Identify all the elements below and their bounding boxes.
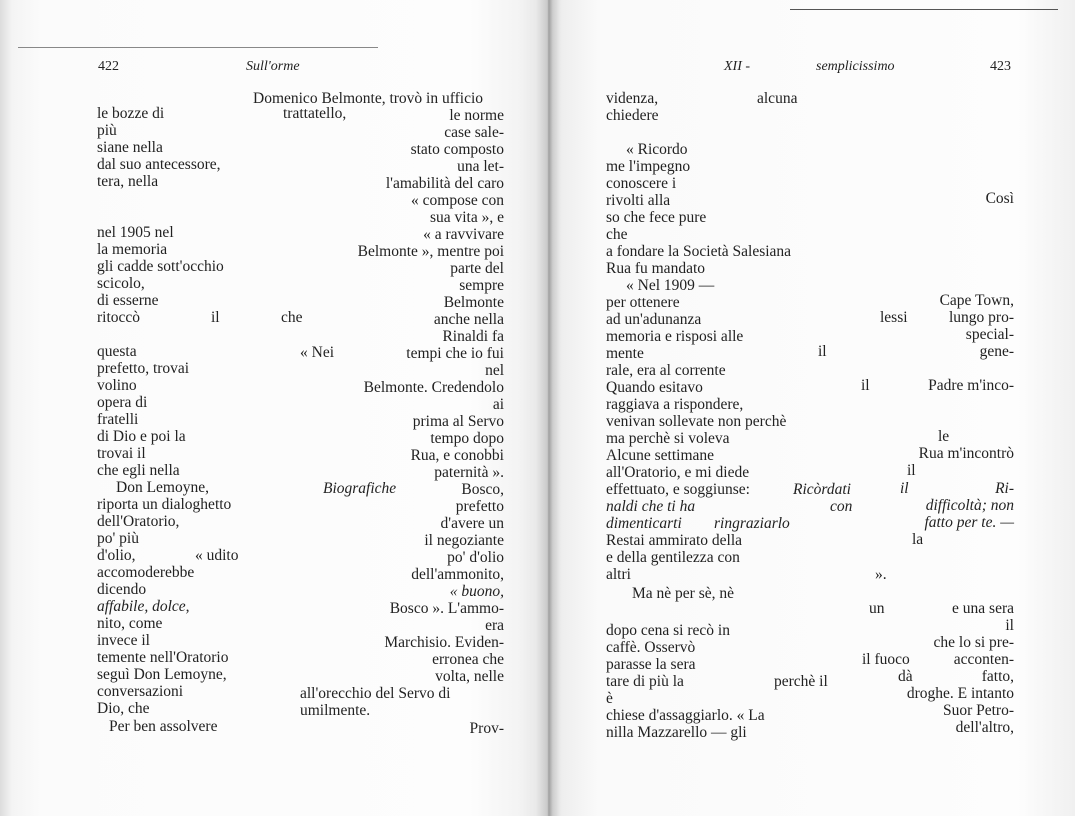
text-line: che xyxy=(281,309,303,326)
text-line: il xyxy=(211,309,220,326)
text-line: case sale- xyxy=(444,124,504,141)
text-line: che xyxy=(606,226,628,243)
text-line: fatto, xyxy=(981,668,1014,685)
text-line: nel xyxy=(485,362,504,379)
text-line: riporta un dialoghetto xyxy=(97,496,232,513)
text-line: le xyxy=(938,428,950,445)
text-line: a fondare la Società Salesiana xyxy=(606,243,792,260)
text-line: perchè il xyxy=(774,673,828,690)
text-line: « udito xyxy=(195,547,239,564)
text-line: accomoderebbe xyxy=(97,564,195,581)
text-line: scicolo, xyxy=(97,275,145,292)
text-line: all'orecchio del Servo di xyxy=(300,685,451,702)
text-line: opera di xyxy=(97,394,148,411)
text-line: fatto per te. — xyxy=(924,514,1014,531)
text-line: dal suo antecessore, xyxy=(97,156,221,173)
text-line: Belmonte », mentre poi xyxy=(357,243,504,260)
text-line: acconten- xyxy=(953,651,1014,668)
text-line: gli cadde sott'occhio xyxy=(97,258,224,275)
text-line: il xyxy=(900,480,909,497)
text-line: Quando esitavo xyxy=(606,379,703,396)
text-line: affabile, dolce, xyxy=(97,598,190,615)
text-line: è xyxy=(606,690,613,707)
text-line: parte del xyxy=(450,260,504,277)
text-line: questa xyxy=(97,343,137,360)
text-line: nito, come xyxy=(97,615,163,632)
text-line: lungo pro- xyxy=(948,309,1014,326)
text-line: prima al Servo xyxy=(412,413,504,430)
text-line: difficoltà; non xyxy=(925,497,1014,514)
text-line: e una sera xyxy=(952,600,1014,617)
text-line: po' più xyxy=(97,530,139,547)
text-line: parasse la sera xyxy=(606,656,696,673)
text-line: Per ben assolvere xyxy=(109,718,218,735)
text-line: ai xyxy=(492,396,504,413)
text-line: sempre xyxy=(459,277,504,294)
text-line: ad un'adunanza xyxy=(606,311,702,328)
text-line: Rinaldi fa xyxy=(442,328,504,345)
text-line: « Ricordo xyxy=(626,141,688,158)
text-line: conversazioni xyxy=(97,683,184,700)
text-line: Dio, che xyxy=(97,700,150,717)
text-line: Ma nè per sè, nè xyxy=(632,585,734,602)
text-line: di esserne xyxy=(97,292,159,309)
text-line: il xyxy=(818,343,827,360)
text-line: Don Lemoyne, xyxy=(116,479,209,496)
text-line: ma perchè si voleva xyxy=(606,430,730,447)
text-line: Belmonte. Credendolo xyxy=(363,379,504,396)
text-line: tare di più la xyxy=(606,673,684,690)
text-line: Ri- xyxy=(995,480,1014,497)
text-line: tempo dopo xyxy=(430,430,504,447)
text-line: prefetto, trovai xyxy=(97,360,190,377)
text-line: Bosco, xyxy=(461,481,504,498)
text-line: me l'impegno xyxy=(606,158,691,175)
text-line: gene- xyxy=(979,343,1014,360)
text-line: di Dio e poi la xyxy=(97,428,186,445)
text-line: il xyxy=(861,377,870,394)
text-line: nel 1905 nel xyxy=(97,224,174,241)
text-line: più xyxy=(97,122,117,139)
text-line: umilmente. xyxy=(300,702,371,719)
text-line: ». xyxy=(875,566,887,583)
text-line: « Nel 1909 — xyxy=(626,277,715,294)
text-line: all'Oratorio, e mi diede xyxy=(606,464,750,481)
text-line: il fuoco xyxy=(862,651,910,668)
text-line: Padre m'inco- xyxy=(928,377,1014,394)
text-line: Rua m'incontrò xyxy=(918,445,1014,462)
text-line: la memoria xyxy=(97,241,168,258)
text-line: Ricòrdati xyxy=(793,481,851,498)
book-gutter xyxy=(536,0,560,816)
text-line: una let- xyxy=(457,158,504,175)
text-line: Prov- xyxy=(469,720,504,737)
text-line: prefetto xyxy=(455,498,504,515)
page-number-left: 422 xyxy=(98,59,119,74)
text-line: « a ravvivare xyxy=(423,226,504,243)
text-line: « buono, xyxy=(449,583,504,600)
text-line: volino xyxy=(97,377,137,394)
text-line: Marchisio. Eviden- xyxy=(384,634,504,651)
text-line: « compose con xyxy=(411,192,504,209)
text-line: dà xyxy=(898,668,913,685)
text-line: con xyxy=(830,498,853,515)
text-line: sua vita », e xyxy=(429,209,504,226)
running-head-left: Sull'orme xyxy=(246,59,300,74)
text-line: anche nella xyxy=(433,311,504,328)
text-line: Belmonte xyxy=(443,294,504,311)
text-line: che lo si pre- xyxy=(933,634,1014,651)
text-line: « Nei xyxy=(300,344,335,361)
text-line: naldi che ti ha xyxy=(606,498,696,515)
page-edge-line-right xyxy=(790,9,1058,10)
text-line: le norme xyxy=(449,107,504,124)
text-line: effettuato, e soggiunse: xyxy=(606,481,750,498)
text-line: rale, era al corrente xyxy=(606,362,726,379)
page-number-right: 423 xyxy=(990,59,1011,74)
text-line: Suor Petro- xyxy=(942,702,1014,719)
text-line: ringraziarlo xyxy=(714,515,790,532)
text-line: d'olio, xyxy=(97,547,136,564)
text-line: il xyxy=(907,462,916,479)
text-line: Rua fu mandato xyxy=(606,260,706,277)
text-line: Cape Town, xyxy=(939,292,1014,309)
text-line: erronea che xyxy=(432,651,504,668)
text-line: dopo cena si recò in xyxy=(606,622,730,639)
text-line: Domenico Belmonte, trovò in ufficio xyxy=(253,90,484,107)
text-line: memoria e risposi alle xyxy=(606,328,744,345)
running-head-title: semplicissimo xyxy=(816,59,895,74)
text-line: Così xyxy=(985,190,1014,207)
text-line: po' d'olio xyxy=(447,549,504,566)
text-line: stato composto xyxy=(410,141,504,158)
text-line: chiese d'assaggiarlo. « La xyxy=(606,707,765,724)
text-line: l'amabilità del caro xyxy=(385,175,504,192)
text-line: un xyxy=(869,600,885,617)
text-line: invece il xyxy=(97,632,150,649)
text-line: videnza, xyxy=(606,90,659,107)
text-line: rivolti alla xyxy=(606,192,671,209)
text-line: per ottenere xyxy=(606,294,680,311)
text-line: dell'altro, xyxy=(955,719,1014,736)
text-line: trattatello, xyxy=(283,105,347,122)
text-line: conoscere i xyxy=(606,175,677,192)
text-line: tera, nella xyxy=(97,173,159,190)
text-line: paternità ». xyxy=(434,464,504,481)
text-line: nilla Mazzarello — gli xyxy=(606,724,747,741)
text-line: ritoccò xyxy=(97,309,141,326)
text-line: special- xyxy=(965,326,1014,343)
text-line: raggiava a rispondere, xyxy=(606,396,744,413)
text-line: temente nell'Oratorio xyxy=(97,649,229,666)
page-edge-line-left xyxy=(18,47,378,48)
text-line: chiedere xyxy=(606,107,659,124)
text-line: Alcune settimane xyxy=(606,447,715,464)
text-line: Restai ammirato della xyxy=(606,532,743,549)
text-line: mente xyxy=(606,345,644,362)
text-line: seguì Don Lemoyne, xyxy=(97,666,227,683)
text-line: altri xyxy=(606,566,631,583)
text-line: la xyxy=(912,531,924,548)
text-line: dicendo xyxy=(97,581,147,598)
text-line: e della gentilezza con xyxy=(606,549,740,566)
text-line: caffè. Osservò xyxy=(606,639,696,656)
text-line: fratelli xyxy=(97,411,139,428)
text-line: lessi xyxy=(880,309,908,326)
text-line: tempi che io fui xyxy=(406,345,504,362)
text-line: Rua, e conobbi xyxy=(410,447,504,464)
text-line: trovai il xyxy=(97,445,146,462)
text-line: dell'ammonito, xyxy=(411,566,504,583)
running-head-chapter: XII - xyxy=(724,59,751,74)
text-line: Bosco ». L'ammo- xyxy=(389,600,504,617)
text-line: alcuna xyxy=(757,90,798,107)
text-line: droghe. E intanto xyxy=(906,685,1014,702)
text-line: siane nella xyxy=(97,139,163,156)
text-line: d'avere un xyxy=(440,515,504,532)
text-line: Biografiche xyxy=(323,480,397,497)
text-line: che egli nella xyxy=(97,462,180,479)
text-line: so che fece pure xyxy=(606,209,707,226)
text-line: era xyxy=(485,617,504,634)
text-line: il xyxy=(1005,617,1014,634)
text-line: venivan sollevate non perchè xyxy=(606,413,787,430)
text-line: le bozze di xyxy=(97,105,165,122)
text-line: volta, nelle xyxy=(435,668,504,685)
text-line: il negoziante xyxy=(424,532,504,549)
text-line: dell'Oratorio, xyxy=(97,513,180,530)
text-line: dimenticarti xyxy=(606,515,682,532)
